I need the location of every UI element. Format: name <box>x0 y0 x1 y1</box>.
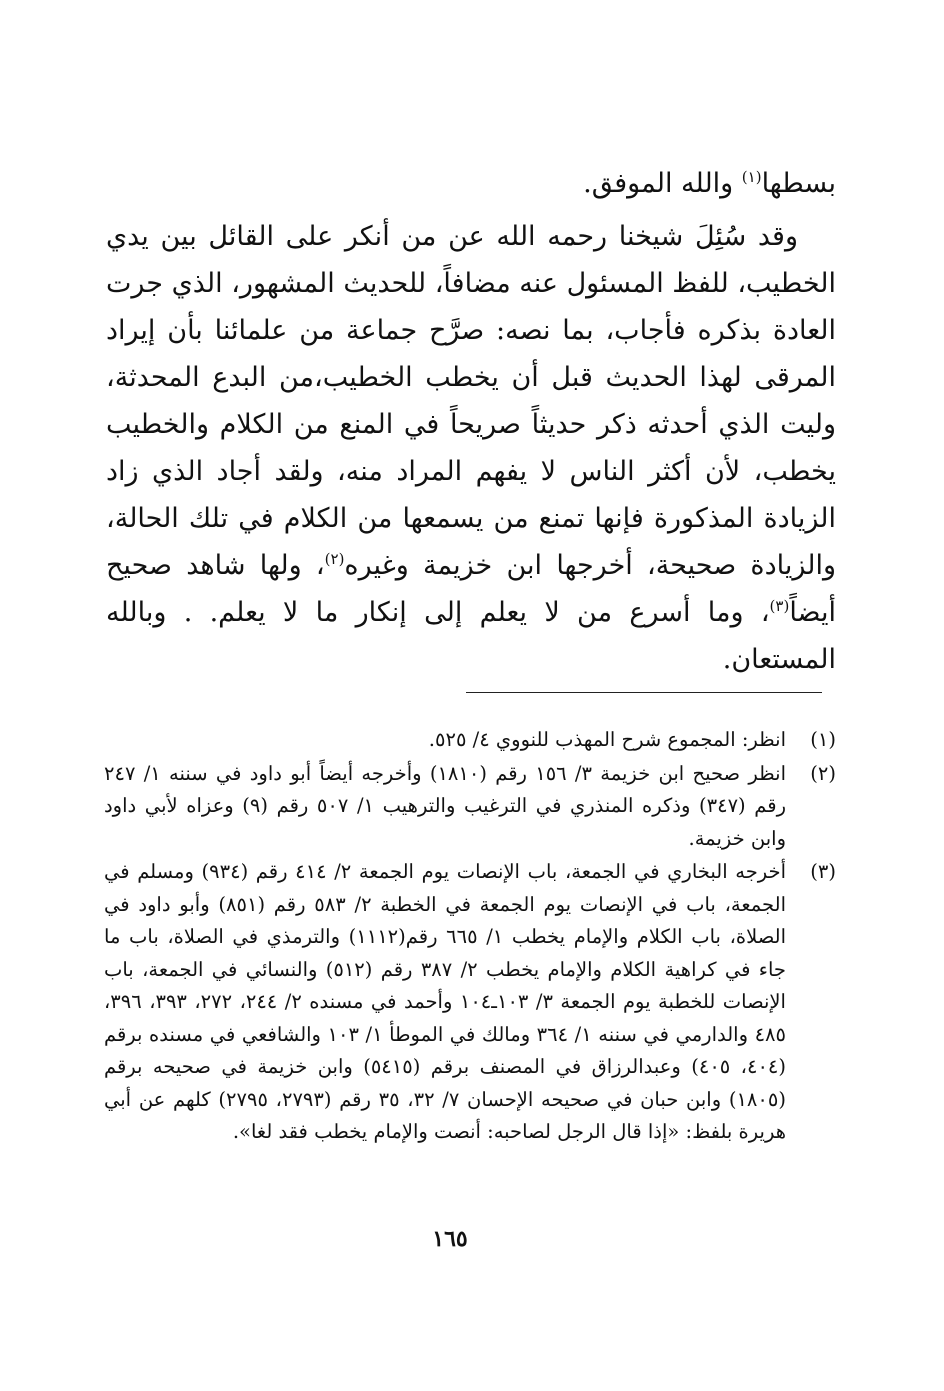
footnote-text: أخرجه البخاري في الجمعة، باب الإنصات يوم الجمعة ٢/ ٤١٤ رقم (٩٣٤) ومسلم في الجمعة، باب في الإنصات يوم الجمعة في الخطبة ٢/ ٥٨٣ رقم (٨٥١) وأبو داود في الصلاة، باب الكلام والإمام يخطب ١/ ٦٦٥ رقم(١١١٢) والترمذي في الصلاة، باب ما جاء في كراهية الكلام والإمام يخطب ٢/ ٣٨٧ رقم (٥١٢) والنسائي في الجمعة، باب الإنصات للخطبة يوم الجمعة ٣/ ١٠٣ـ١٠٤ وأحمد في مسنده ٢/ ٢٤٤، ٢٧٢، ٣٩٣، ٣٩٦، ٤٨٥ والدارمي في سننه ١/ ٣٦٤ ومالك في الموطأ ١/ ١٠٣ والشافعي في مسنده برقم (٤٠٤، ٤٠٥) وعبدالرزاق في المصنف برقم (٥٤١٥) وابن خزيمة في صحيحه برقم (١٨٠٥) وابن حبان في صحيحه الإحسان ٧/ ٣٢، ٣٥ رقم (٢٧٩٣، ٢٧٩٥) كلهم عن أبي هريرة بلفظ: «إذا قال الرجل لصاحبه: أنصت والإمام يخطب فقد لغا». <box>104 860 787 1143</box>
footnote-text: انظر صحيح ابن خزيمة ٣/ ١٥٦ رقم (١٨١٠) وأخرجه أيضاً أبو داود في سننه ١/ ٢٤٧ رقم (٣٤٧) وذكره المنذري في الترغيب والترهيب ١/ ٥٠٧ رقم (٩) وعزاه لأبي داود وابن خزيمة. <box>104 761 786 850</box>
main-paragraph <box>106 213 836 683</box>
footnote-ref-2: (٢) <box>324 550 345 568</box>
footnote-number: (٢) <box>810 761 836 785</box>
footnote-ref-1: (١) <box>741 168 762 186</box>
paragraph-text-part1: وقد سُئِلَ شيخنا رحمه الله عن من أنكر على القائل بين يدي الخطيب، للفظ المسئول عنه مضافاً، للحديث المشهور، الذي جرت العادة بذكره فأجاب، بما نصه: صرَّح جماعة من علمائنا بأن إيراد المرقى لهذا الحديث قبل أن يخطب الخطيب،من البدع المحدثة، وليت الذي أحدثه ذكر حديثاً صريحاً في المنع من الكلام والخطيب يخطب، لأن أكثر الناس لا يفهم المراد منه، ولقد أجاد الذي زاد الزيادة المذكورة فإنها تمنع من يسمعها من الكلام في تلك الحالة، والزيادة صحيحة، أخرجها ابن خزيمة وغيره <box>105 221 836 581</box>
footnote-number: (٣) <box>810 860 836 883</box>
paragraph-text-part2: ، ولها شاهد صحيح أيضاً <box>106 550 836 628</box>
footnote-text: انظر: المجموع شرح المهذب للنووي ٤/ ٥٢٥. <box>428 728 786 751</box>
opening-line-text: بسطها <box>761 168 836 199</box>
footnote-2 <box>104 758 836 856</box>
footnote-divider <box>466 692 822 693</box>
main-text <box>106 160 836 683</box>
footnote-ref-3: (٣) <box>769 597 790 615</box>
paragraph-text-part3: ، وما أسرع من لا يعلم إلى إنكار ما لا يعلم. . وبالله المستعان. <box>106 597 836 675</box>
opening-line-end: والله الموفق. <box>583 168 742 199</box>
footnote-number: (١) <box>810 728 836 751</box>
opening-line <box>106 160 836 207</box>
page-number: ١٦٥ <box>432 1226 468 1252</box>
footnote-1 <box>104 724 836 757</box>
footnote-3 <box>104 856 836 1149</box>
footnotes <box>104 724 836 1150</box>
